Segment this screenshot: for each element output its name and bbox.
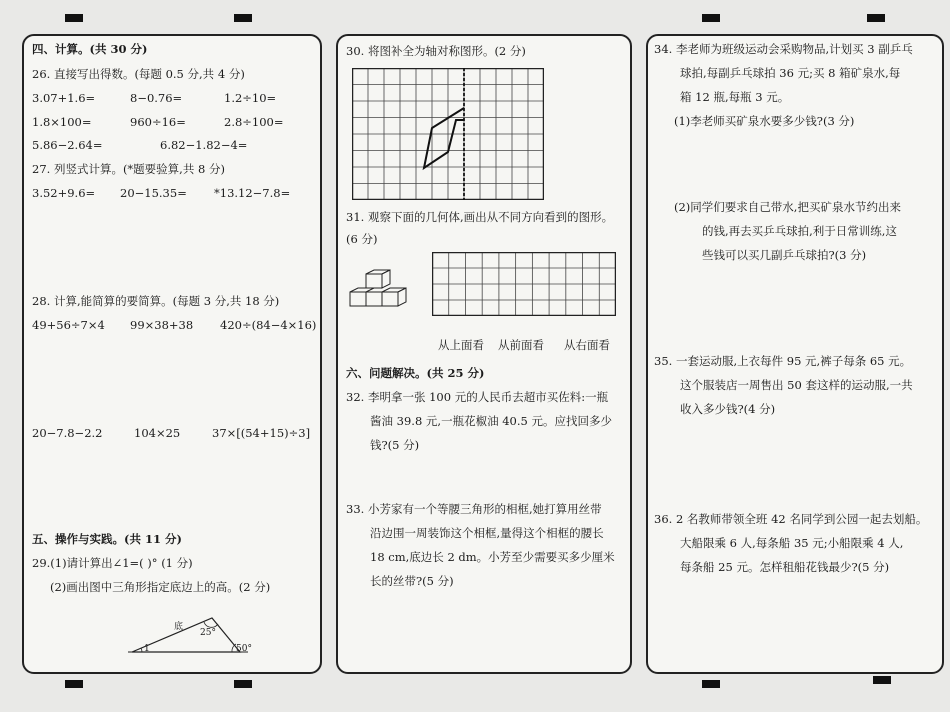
- view-label-front: 从前面看: [498, 338, 544, 352]
- registration-mark: [234, 14, 252, 22]
- registration-mark: [873, 676, 891, 684]
- q32-line: 钱?(5 分): [370, 438, 420, 452]
- q32-line: 酱油 39.8 元,一瓶花椒油 40.5 元。应找回多少: [370, 414, 612, 428]
- q34-line: 34. 李老师为班级运动会采购物品,计划买 3 副乒乓: [654, 42, 913, 56]
- q28-item: 20−7.8−2.2: [32, 426, 103, 440]
- q35-line: 收入多少钱?(4 分): [680, 402, 776, 416]
- angle-1-label: 1: [144, 644, 150, 654]
- q34-sub2-line: 些钱可以买几副乒乓球拍?(3 分): [702, 248, 867, 262]
- middle-panel: [336, 34, 632, 674]
- q28-title: 28. 计算,能简算的要简算。(每题 3 分,共 18 分): [32, 294, 280, 308]
- q36-line: 每条船 25 元。怎样租船花钱最少?(5 分): [680, 560, 890, 574]
- q27-title: 27. 列竖式计算。(*题要验算,共 8 分): [32, 162, 225, 176]
- q33-line: 长的丝带?(5 分): [370, 574, 454, 588]
- q34-line: 箱 12 瓶,每瓶 3 元。: [680, 90, 790, 104]
- registration-mark: [867, 14, 885, 22]
- q31-title: (6 分): [346, 232, 378, 246]
- right-panel: [646, 34, 944, 674]
- q28-item: 99×38+38: [130, 318, 194, 332]
- registration-mark: [65, 680, 83, 688]
- q26-item: 1.2÷10=: [224, 91, 277, 105]
- section-4-title: 四、计算。(共 30 分): [32, 42, 148, 56]
- grid-lines: [352, 68, 544, 200]
- view-label-top: 从上面看: [438, 338, 484, 352]
- q31-cube-solid: [348, 268, 408, 316]
- q35-line: 这个服装店一周售出 50 套这样的运动服,一共: [680, 378, 913, 392]
- q34-sub2-line: 的钱,再去买乒乓球拍,利于日常训练,这: [702, 224, 897, 238]
- q27-item: *13.12−7.8=: [214, 186, 291, 200]
- q30-title: 30. 将图补全为轴对称图形。(2 分): [346, 44, 526, 58]
- q35-line: 35. 一套运动服,上衣每件 95 元,裤子每条 65 元。: [654, 354, 912, 368]
- q34-sub2-line: (2)同学们要求自己带水,把买矿泉水节约出来: [674, 200, 901, 214]
- q26-item: 3.07+1.6=: [32, 91, 96, 105]
- registration-mark: [702, 14, 720, 22]
- q33-line: 18 cm,底边长 2 dm。小芳至少需要买多少厘米: [370, 550, 615, 564]
- q26-item: 2.8÷100=: [224, 115, 284, 129]
- q31-title: 31. 观察下面的几何体,画出从不同方向看到的图形。: [346, 210, 614, 224]
- registration-mark: [65, 14, 83, 22]
- q26-item: 6.82−1.82−4=: [160, 138, 248, 152]
- q28-item: 49+56÷7×4: [32, 318, 105, 332]
- q28-item: 37×[(54+15)÷3]: [212, 426, 311, 440]
- section-5-title: 五、操作与实践。(共 11 分): [32, 532, 182, 546]
- q27-item: 20−15.35=: [120, 186, 187, 200]
- q26-item: 8−0.76=: [130, 91, 183, 105]
- q26-item: 960÷16=: [130, 115, 186, 129]
- triangle-base-label: 底: [174, 622, 184, 632]
- q34-sub1: (1)李老师买矿泉水要多少钱?(3 分): [674, 114, 855, 128]
- view-label-right: 从右面看: [564, 338, 610, 352]
- q26-item: 5.86−2.64=: [32, 138, 103, 152]
- left-panel: [22, 34, 322, 674]
- angle-50-label: 50°: [236, 644, 252, 654]
- q31-drawing-grid: [432, 252, 616, 316]
- q30-symmetry-grid: [352, 68, 544, 200]
- registration-mark: [702, 680, 720, 688]
- q26-item: 1.8×100=: [32, 115, 92, 129]
- q33-line: 沿边围一周装饰这个相框,量得这个相框的腰长: [370, 526, 604, 540]
- q26-title: 26. 直接写出得数。(每题 0.5 分,共 4 分): [32, 67, 245, 81]
- q33-line: 33. 小芳家有一个等腰三角形的相框,她打算用丝带: [346, 502, 602, 516]
- half-shape: [424, 108, 464, 168]
- registration-mark: [234, 680, 252, 688]
- section-6-title: 六、问题解决。(共 25 分): [346, 366, 485, 380]
- q29-part1: 29.(1)请计算出∠1=( )° (1 分): [32, 556, 193, 570]
- angle-25-label: 25°: [200, 628, 216, 638]
- q29-part2: (2)画出图中三角形指定底边上的高。(2 分): [50, 580, 271, 594]
- q28-item: 104×25: [134, 426, 181, 440]
- q36-line: 36. 2 名教师带领全班 42 名同学到公园一起去划船。: [654, 512, 928, 526]
- q36-line: 大船限乘 6 人,每条船 35 元;小船限乘 4 人,: [680, 536, 904, 550]
- q27-item: 3.52+9.6=: [32, 186, 96, 200]
- q28-item: 420÷(84−4×16): [220, 318, 317, 332]
- q32-line: 32. 李明拿一张 100 元的人民币去超市买佐料:一瓶: [346, 390, 609, 404]
- q34-line: 球拍,每副乒乓球拍 36 元;买 8 箱矿泉水,每: [680, 66, 901, 80]
